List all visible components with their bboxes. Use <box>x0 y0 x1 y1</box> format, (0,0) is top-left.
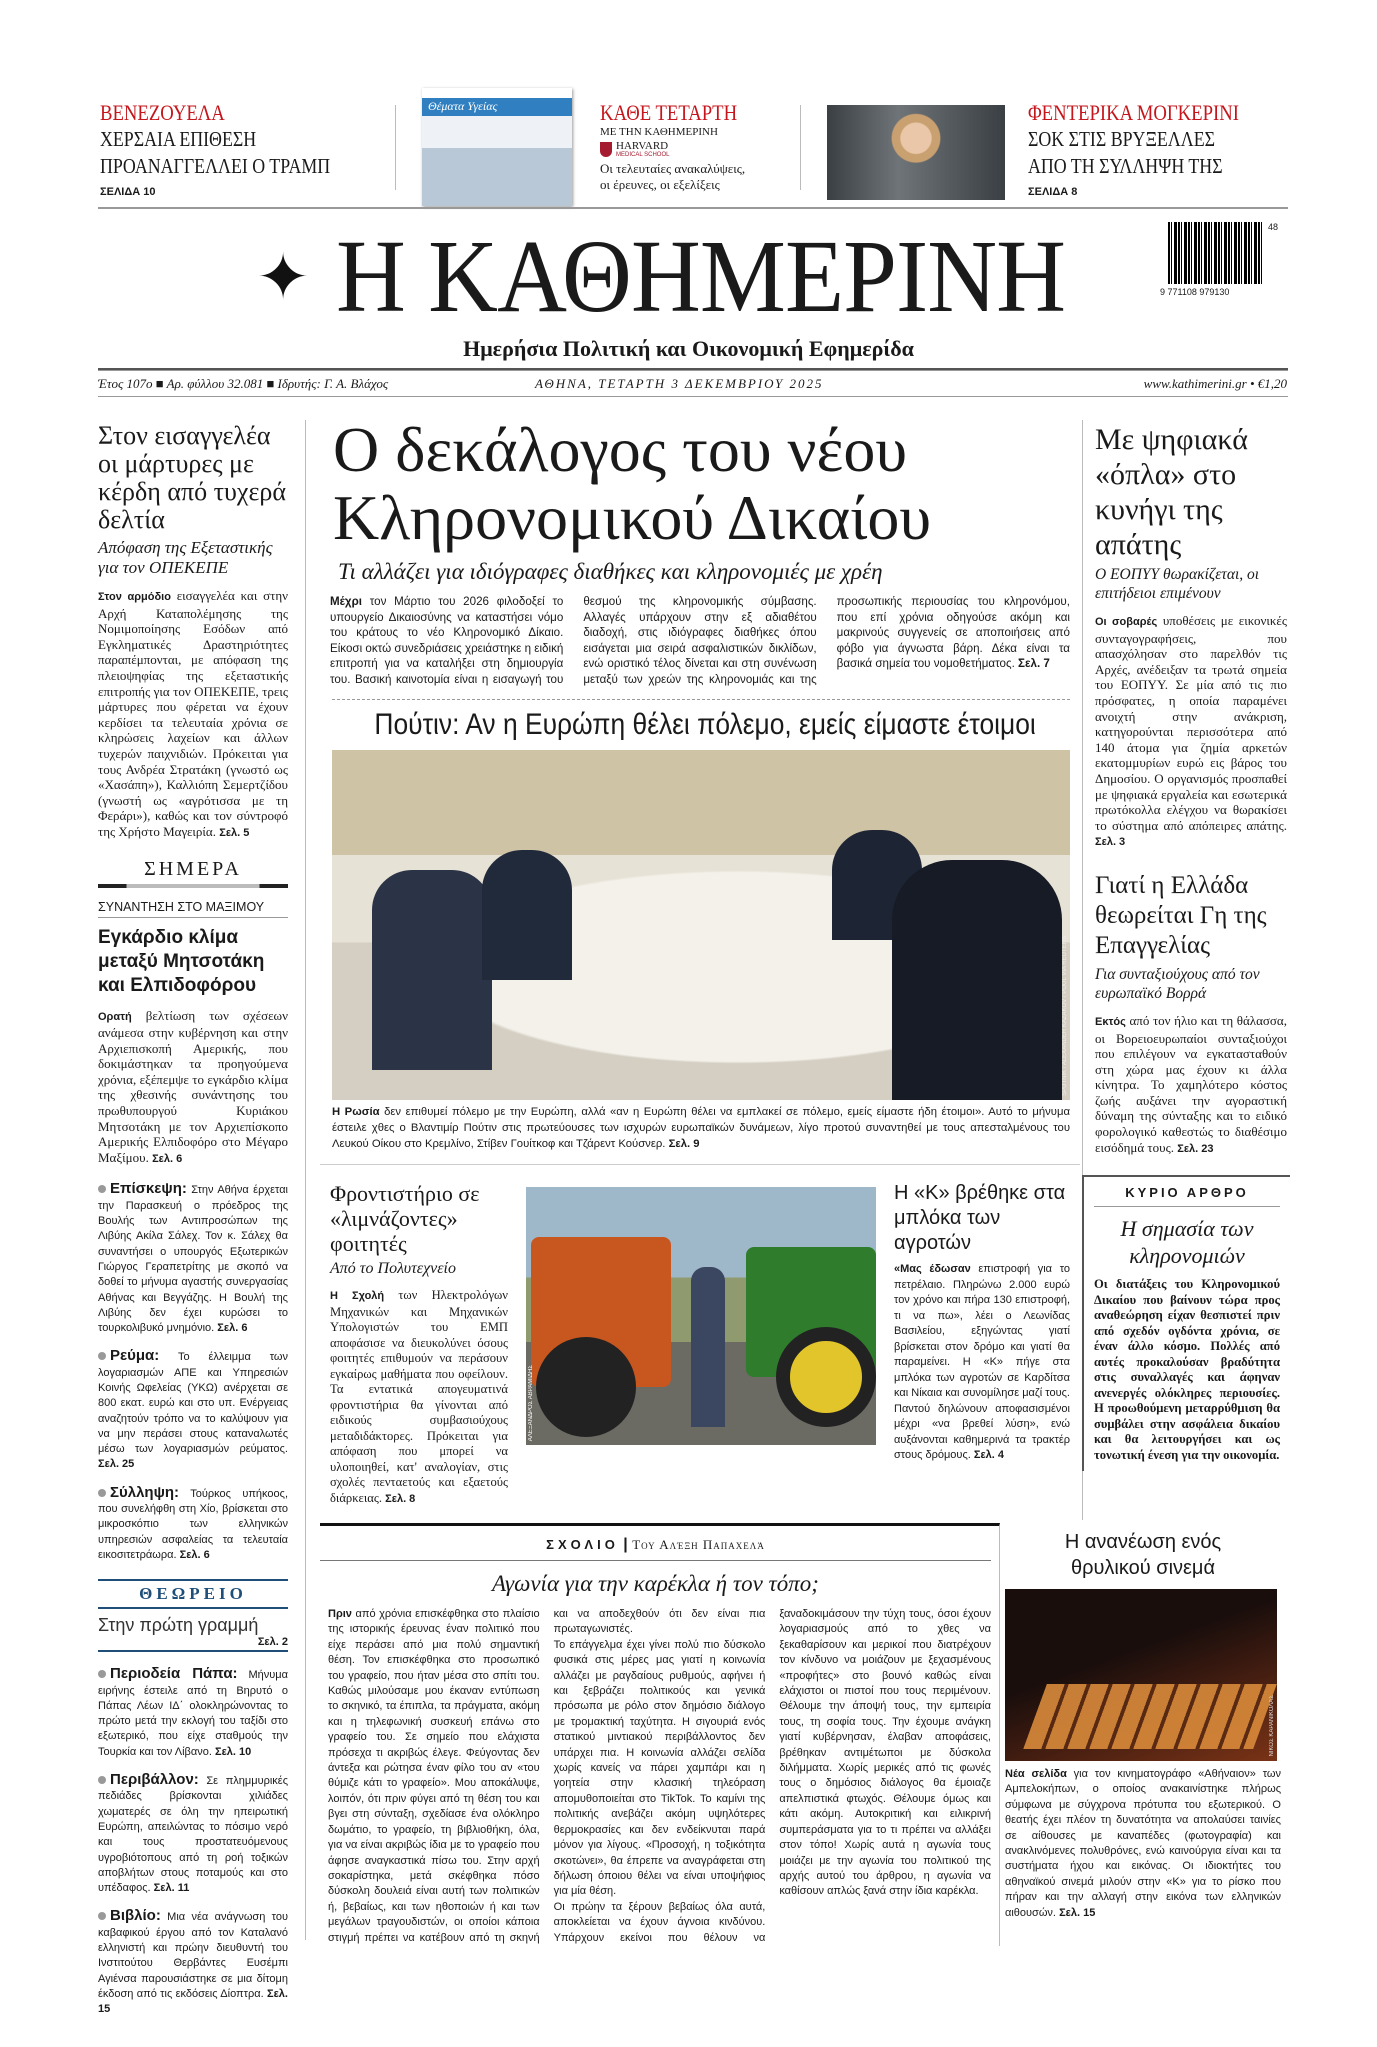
teaser-kicker: ΒΕΝΕΖΟΥΕΛΑ <box>100 100 225 125</box>
photo-credit: SPUTNIK / ALEXANDER KAZAKOV / POOL VIA REUTERS <box>1062 936 1068 1096</box>
website-price: www.kathimerini.gr • €1,20 <box>1143 376 1287 391</box>
supplement-cover-image[interactable] <box>422 88 572 206</box>
scholio-section <box>320 1523 1000 1946</box>
griffin-logo-icon: ✦ <box>256 241 310 313</box>
teaser-page: ΣΕΛΙΔΑ 10 <box>100 186 156 198</box>
barcode-issue: 48 <box>1268 222 1279 232</box>
article-body: Στον αρμόδιο εισαγγελέα και στην Αρχή Καταπολέμησης της Νομιμοποίησης Εσόδων από Εγκληματικές Δραστηριότητες παραπέμπονται, με απόφαση της πλειοψηφίας της εξεταστικής επιτροπής για τον ΟΠΕΚΕΠΕ, τρεις μάρτυρες που φέρεται να έχουν κερδίσει τα τελευταία χρόνια σε κληρώσεις λαχείων και άλλων τυχερών παιχνιδιών. Πρόκειται για τους Ανδρέα Στρατάκη (γνωστό ως «Χασάπη»), Καλλιόπη Σεμερτζίδου (γνωστή ως «αγρότισσα με τη Φεράρι»), καθώς και τον σύντροφό της Χρήστο Μαγειρία. Σελ. 5 <box>98 588 289 839</box>
editorial-body: Οι διατάξεις του Κληρονομικού Δικαίου που βαίνουν τώρα προς αναθεώρηση είχαν θεσπιστεί πριν από σχεδόν ογδόντα χρόνια, σε έναν άλλο κόσμο. Πολλές από αυτές προκαλούσαν βραδύτητα στις συναλλαγές και άφηναν ανενεργές ολόκληρες περιουσίες. Η προωθούμενη μεταρρύθμιση θα συμβάλει στην ασφάλεια δικαίου και θα λειτουργήσει και ως τονωτική ένεση για την οικονομία. <box>1094 1277 1280 1462</box>
article-retirees[interactable] <box>1095 871 1287 1157</box>
subheadline: Ο ΕΟΠΥΥ θωρακίζεται, οι επιτήδειοι επιμένουν <box>1095 566 1260 602</box>
section-label: ΣΗΜΕΡΑ <box>144 857 242 880</box>
bullet-icon <box>98 1776 106 1784</box>
article-body: Ορατή βελτίωση των σχέσεων ανάμεσα στην κυβέρνηση και στην Αρχιεπισκοπή Αμερικής, που δοκιμάστηκαν τα προηγούμενα χρόνια, εξέπεμψε το εγκάρδιο κλίμα της χθεσινής συνάντησης του πρωθυπουργού Κυριάκου Μητσοτάκη με τον Αρχιεπίσκοπο Αμερικής Ελπιδοφόρο στο Μέγαρο Μαξίμου. Σελ. 6 <box>98 1007 288 1165</box>
teaser-line: ΑΠΟ ΤΗ ΣΥΛΛΗΨΗ ΤΗΣ <box>1028 154 1223 178</box>
editorial-box[interactable] <box>1082 1175 1290 1471</box>
headline: Με ψηφιακά «όπλα» στο κυνήγι της απάτης <box>1095 423 1248 561</box>
article-mitsotakis[interactable] <box>98 900 288 1168</box>
masthead-subtitle: Ημερήσια Πολιτική και Οικονομική Εφημερίδα <box>463 336 914 361</box>
kremlin-meeting-photo[interactable] <box>332 750 1070 1100</box>
brief-item[interactable]: Σύλληψη: Τούρκος υπήκοος, που συνελήφθη στη Χίο, βρίσκεται στο μικροσκόπιο των ελληνικών υπηρεσιών ασφαλείας τα τελευταία εικοσιτετράωρα. Σελ. 6 <box>98 1483 288 1561</box>
brief-item[interactable]: Ρεύμα: Το έλλειμμα των λογαριασμών ΑΠΕ και Υπηρεσιών Κοινής Ωφελείας (ΥΚΩ) ανέρχεται σε 800 εκατ. ευρώ και στο υπ. Ενέργειας αναζητούν τρόπο να το καλύψουν για να μην περάσει στους καταναλωτές μέσω των λογαριασμών ρεύματος. Σελ. 25 <box>98 1347 288 1471</box>
brief-item[interactable]: Βιβλίο: Μια νέα ανάγνωση του καβαφικού έργου από τον Καταλανό ελληνιστή και πρώην διευθυντή του Ινστιτούτου Θερβάντες Ευσέμπι Αγιένσα παρουσιάστηκε σε μια δίτομη έκδοση από τις εκδόσεις Δίοπτρα. Σελ. 15 <box>98 1907 288 2016</box>
article-opekepe[interactable] <box>98 422 288 842</box>
teaser-harvard[interactable] <box>600 100 800 193</box>
mogherini-photo <box>827 105 1005 200</box>
editorial-title: Η σημασία των κληρονομιών <box>1120 1216 1254 1269</box>
supplement-title: Θέματα Υγείας <box>428 99 498 113</box>
article-farmers[interactable] <box>894 1181 1070 1464</box>
brief-item[interactable]: Περιοδεία Πάπα: Μήνυμα ειρήνης έστειλε από τη Βηρυτό ο Πάπας Λέων ΙΔ΄ ολοκληρώνοντας το πρώτο μετά την εκλογή του ταξίδι στο εξωτερικό, που είχε σταθμούς την Τουρκία και τον Λίβανο. Σελ. 10 <box>98 1665 288 1758</box>
teaser-kicker: ΚΑΘΕ ΤΕΤΑΡΤΗ <box>600 100 738 125</box>
subheadline: Για συνταξιούχους από τον ευρωπαϊκό Βορρά <box>1095 965 1260 1002</box>
issue-info: Έτος 107ο ■ Αρ. φύλλου 32.081 ■ Ιδρυτής: Γ. Α. Βλάχος <box>98 376 389 391</box>
barcode-number: 9 771108 979130 <box>1160 287 1230 297</box>
editorial-label: ΚΥΡΙΟ ΑΡΘΡΟ <box>1094 1185 1280 1207</box>
bullet-icon <box>98 1185 106 1193</box>
main-story[interactable] <box>330 416 1070 687</box>
putin-caption: Η Ρωσία δεν επιθυμεί πόλεμο με την Ευρώπη, αλλά «αν η Ευρώπη θέλει να εμπλακεί σε πόλεμο, εμείς είμαστε ήδη έτοιμοι». Αυτό το μήνυμα έστειλε χθες ο Βλαντιμίρ Πούτιν στις πρωτεύουσες των ισχυρών ευρωπαϊκών δυνάμεων, λίγο προτού συναντηθεί με τους απεσταλμένους του Λευκού Οίκου στο Κρεμλίνο, Στίβεν Γουίτκοφ και Τζάρεντ Κούσνερ. Σελ. 9 <box>332 1106 1070 1150</box>
brief-item[interactable]: Επίσκεψη: Στην Αθήνα έρχεται την Παρασκευή ο πρόεδρος της Βουλής των Αντιπροσώπων της Λιβύης Ακίλα Σάλεχ. Τον κ. Σάλεχ θα συναντήσει ο υπουργός Εξωτερικών Γιώργος Γεραπετρίτης με σκοπό να δοθεί το μήνυμα αγαστής συνεργασίας Αθήνας και Βεγγάζης. Η Βουλή της Λιβύης δεν έχει κυρώσει το τουρκολιβυκό μνημόνιο. Σελ. 6 <box>98 1180 288 1335</box>
headline: Γιατί η Ελλάδα θεωρείται Γη της Επαγγελίας <box>1095 871 1267 959</box>
issue-date: ΑΘΗΝΑ, ΤΕΤΑΡΤΗ 3 ΔΕΚΕΜΒΡΙΟΥ 2025 <box>535 376 824 391</box>
news-briefs-2 <box>98 1666 288 2029</box>
harvard-logo: HARVARD <box>616 140 669 152</box>
headline: Η «Κ» βρέθηκε στα μπλόκα των αγροτών <box>894 1182 1066 1254</box>
brief-item[interactable]: Περιβάλλον: Σε πλημμυρικές πεδιάδες βρίσκονται χιλιάδες χωματερές σε όλη την ηπειρωτική Ευρώπη, απειλώντας το πόσιμο νερό και τους προστατευόμενους υγροβιότοπους από τη ροή τοξικών αποβλήτων στους ποταμούς και στο υπέδαφος. Σελ. 11 <box>98 1771 288 1895</box>
bullet-icon <box>98 1489 106 1497</box>
cinema-title: Η ανανέωση ενός θρυλικού σινεμά <box>1064 1531 1222 1579</box>
lower-row <box>330 1181 1070 1507</box>
center-column <box>330 416 1070 1946</box>
teaser-page: ΣΕΛΙΔΑ 8 <box>1028 186 1078 198</box>
scholio-title[interactable]: Αγωνία για την καρέκλα ή τον τόπο; <box>492 1571 819 1596</box>
main-body: Μέχρι τον Μάρτιο του 2026 φιλοδοξεί το υπουργείο Δικαιοσύνης να καταστήσει νόμο του κράτους το νέο Κληρονομικό Δίκαιο. Είκοσι οκτώ συνεδριάσεις χρειάστηκε η ειδική επιτροπή για να καταλήξει στη δημιουργία του. Βασική καινοτομία είναι η εισαγωγή του θεσμού της κληρονομικής σύμβασης. Αλλαγές υπάρχουν στην εξ αδιαθέτου διαδοχή, στις ιδιόγραφες διαθήκες όπου εισάγεται μια σειρά ασφαλιστικών δικλίδων, ενώ οριστικό τέλος δίνεται και στη συνένωση μεταξύ των χρεών της κληρονομιάς και της προσωπικής περιουσίας του κληρονόμου, που επί χρόνια οδηγούσε ακόμη και μακρινούς συγγενείς σε αποποιήσεις από φόβο για άγνωστα βάρη. Δέκα είναι τα βασικά σημεία του νομοθετήματος. Σελ. 7 <box>330 595 1070 686</box>
scholio-body: Πριν από χρόνια επισκέφθηκα στο πλαίσιο της ιστορικής έρευνας έναν πολιτικό που είχε περάσει από μια πολύ σημαντική θέση. Τον επισκέφθηκα στο προσωπικό του γραφείο, που ήταν μέσα στο σπίτι του. Καθώς μιλούσαμε μου έκαναν εντύπωση το σκηνικό, τα έπιπλα, τα πράγματα, ακόμη και η τηλεφωνική συσκευή επάνω στο γραφείο του. Σε σημείο που ελάχιστα πρόσεχα τι ακριβώς έλεγε. Φεύγοντας δεν άντεξα και ρώτησα έναν φίλο του αν «του θύμιζε κάτι το γραφείο». Μου αποκάλυψε, λοιπόν, ότι πριν φύγει από τη θέση του και βγει στη σύνταξη, σχεδίασε ένα ολόκληρο δωμάτιο, το γραφείο, τη βιβλιοθήκη, όλα, για να είναι ακριβώς ίδια με το γραφείο που άφησε αναγκαστικά πίσω του. Στην αρχή σοκαρίστηκα, μετά σκέφθηκα πόσο δύσκολη δουλειά είναι αυτή των πολιτικών ή, βεβαίως, και των ηθοποιών ή και των μεγάλων τραγουδιστών, οι οποίοι κάποια στιγμή πρέπει να κατέβουν από τη σκηνή και να αποδεχθούν ότι δεν είναι πια πρωταγωνιστές. Το επάγγελμα έχει γίνει πολύ πιο δύσκολο φυσικά στις μέρες μας γιατί η κοινωνία αλλάζει με ραγδαίους ρυθμούς, αφήνει ή και ξεβράζει πολιτικούς και γενικά πρόσωπα με ρόλο στον δημόσιο διάλογο με τρομακτική ταχύτητα. Η σιγουριά ενός στατικού μιντιακού περιβάλλοντος δεν υπάρχει πια. Η κοινωνία αλλάζει σελίδα χωρίς κανείς να πάρει χαμπάρι και η γοητεία στην κλασική τηλεόραση απομυθοποιείται στο TikTok. Το καμίνι της πολιτικής ανεβάζει ακόμη υψηλότερες θερμοκρασίες και δεν ενδείκνυται παρά μόνον για λίγους. «Προσοχή, η τοξικότητα σκοτώνει», θα έπρεπε να αναγράφεται στη δήλωση όποιου θέλει να είναι υποψήφιος για μία θέση. Οι πρώην τα ξέρουν βεβαίως όλα αυτά, αποκλείεται να έχουν άγνοια κινδύνου. Υπάρχουν εκείνοι που θέλουν να ξαναδοκιμάσουν την τύχη τους, όσοι έχουν λογαριασμούς από το χθες να ξεκαθαρίσουν και μερικοί που διατρέχουν τον κίνδυνο να μοιάζουν με ξεχασμένους «προφήτες» στο βουνό καθώς είναι ελάχιστοι οι πιστοί που τους περιμένουν. Θέλουμε την άποψή τους, την εμπειρία τους, τη σοφία τους. Την έχουμε ανάγκη γιατί κυβέρνησαν, έλαβαν αποφάσεις, βρέθηκαν αντιμέτωποι με δύσκολα διλήμματα. Χωρίς μερικές από τις φωνές τους ο δημόσιος διάλογος θα έμοιαζε απελπιστικά φτωχός. Θέλουμε όμως και κάτι ακόμη. Αυτοκριτική και ειλικρινή συμπεράσματα για το τι πρέπει να αλλάξει στον τόπο! Χωρίς αυτά η αγωνία τους μοιάζει με την αγωνία του πολιτικού της αρχής αυτού του άρθρου, η αγωνία να καθίσουν απλώς ξανά στην ίδια καρέκλα. <box>328 1608 991 1944</box>
headline: Εγκάρδιο κλίμα μεταξύ Μητσοτάκη και Ελπιδοφόρου <box>98 926 265 996</box>
bullet-icon <box>98 1670 106 1678</box>
photo-credit: ΑΛΕΞΑΝΔΡΟΣ ΑΒΡΑΜΙΔΗΣ <box>528 1364 534 1441</box>
barcode <box>1168 222 1264 284</box>
subheadline: Απόφαση της Εξεταστικής για τον ΟΠΕΚΕΠΕ <box>98 538 273 577</box>
teaser-line: ΣΟΚ ΣΤΙΣ ΒΡΥΞΕΛΛΕΣ <box>1028 127 1216 151</box>
article-cinema[interactable] <box>1005 1529 1281 1921</box>
main-subheadline: Τι αλλάζει για ιδιόγραφες διαθήκες και κληρονομιές με χρέη <box>338 559 883 584</box>
article-body: Εκτός από τον ήλιο και τη θάλασσα, οι Βορειοευρωπαίοι συνταξιούχοι που επιλέγουν να εγκατασταθούν στη χώρα μας έχουν κι άλλα κίνητρα. Το χαμηλότερο κόστος ζωής αυξάνει την αγοραστική δύναμη της σύνταξης και το ειδικό φορολογικό καθεστώς το διαθέσιμο εισόδημά τους. Σελ. 23 <box>1095 1012 1287 1155</box>
headline: Στον εισαγγελέα οι μάρτυρες με κέρδη από τυχερά δελτία <box>98 421 286 534</box>
harvard-logo-sub: MEDICAL SCHOOL <box>616 152 670 158</box>
article-eopyy[interactable] <box>1095 422 1287 851</box>
article-polytechnic[interactable] <box>330 1181 508 1507</box>
section-label: ΘΕΩΡΕΙΟ <box>139 1584 247 1604</box>
headline: Φροντιστήριο σε «λιμνάζοντες» φοιτητές <box>330 1181 480 1256</box>
tractors-photo[interactable] <box>526 1187 876 1445</box>
putin-headline[interactable]: Πούτιν: Αν η Ευρώπη θέλει πόλεμο, εμείς είμαστε έτοιμοι <box>374 708 1036 741</box>
scholio-label: ΣΧΟΛΙΟ <box>546 1537 619 1552</box>
bullet-icon <box>98 1352 106 1360</box>
today-section <box>98 858 288 888</box>
teaser-line: ΜΕ ΤΗΝ ΚΑΘΗΜΕΡΙΝΗ <box>600 126 718 138</box>
article-body: Οι σοβαρές υποθέσεις με εικονικές συνταγογραφήσεις, που απασχόλησαν στο παρελθόν τις Αρχές, ανέδειξαν τα τρωτά σημεία του ΕΟΠΥΥ. Σε μία από τις πιο πρόσφατες, η οποία παραμένει ανοιχτή στην ανάκριση, κατηγορούνται περισσότερα από 140 άτομα για ζημία αρκετών εκατομμυρίων ευρώ εις βάρος του Δημοσίου. Ο οργανισμός προσπαθεί με ψηφιακά εργαλεία και εσωτερικά πρωτόκολλα ελέγχου να θωρακίσει το σύστημα από απόπειρες απάτης. Σελ. 3 <box>1095 613 1287 849</box>
news-briefs <box>98 1181 288 1575</box>
left-column <box>98 422 288 2030</box>
cinema-body: Νέα σελίδα για τον κινηματογράφο «Αθήναιον» των Αμπελοκήπων, ο οποίος ανακαινίστηκε πλήρως σύμφωνα με σύγχρονα πρότυπα του εξωτερικού. Ο θεατής έχει πλέον τη δυνατότητα να απολαύσει ταινίες σε αίθουσες με καναπέδες (φωτογραφία) και ανακλινόμενες πολυθρόνες, ενώ καινούργια είναι και τα συστήματα ήχου και εικόνας. Οι ιδιοκτήτες του αθηναϊκού σινεμά μιλούν στην «Κ» για το ρίσκο που πήραν και την αλλαγή στην εικόνα των ελληνικών αιθουσών. Σελ. 15 <box>1005 1768 1281 1919</box>
teaser-line: ΠΡΟΑΝΑΓΓΕΛΛΕΙ Ο ΤΡΑΜΠ <box>100 154 331 178</box>
article-body: «Μας έδωσαν επιστροφή για το πετρέλαιο. Πληρώνω 2.000 ευρώ τον χρόνο και πήρα 130 επιστροφή, τι να πω», λέει ο Λεωνίδας Βασιλείου, εξηγώντας γιατί βρίσκεται στον δρόμο και γιατί θα παραμείνει. Η «Κ» πήγε στα μπλόκα των αγροτών σε Καρδίτσα και Νίκαια και συνομίλησε μαζί τους. Παντού δηλώνουν αποφασισμένοι μέχρι «να βρεθεί λύση», ενώ αυξάνονται καθημερινά τα τρακτέρ στους δρόμους. Σελ. 4 <box>894 1263 1070 1461</box>
kicker: ΣΥΝΑΝΤΗΣΗ ΣΤΟ ΜΑΞΙΜΟΥ <box>98 900 288 918</box>
theoreio-title: Στην πρώτη γραμμή <box>98 1615 259 1636</box>
teaser-line: ΧΕΡΣΑΙΑ ΕΠΙΘΕΣΗ <box>100 127 257 151</box>
scholio-author: Του Αλέξη Παπαχελά <box>632 1537 765 1552</box>
article-body: Η Σχολή των Ηλεκτρολόγων Μηχανικών και Μηχανικών Υπολογιστών του ΕΜΠ αποφάσισε να διευκολύνει όσους φοιτητές επιθυμούν να περάσουν εγκαίρως μαθήματα που οφείλουν. Τα εντατικά απογευματινά φροντιστήρια θα γίνονται από ειδικούς συμβασιούχους μεταδιδάκτορες. Πρόκειται για απόφαση που μπορεί να υλοποιηθεί, κατ' αναλογίαν, στις σχολές πενταετούς και εξαετούς διάρκειας. Σελ. 8 <box>330 1288 508 1505</box>
main-headline: Ο δεκάλογος του νέου Κληρονομικού Δικαίου <box>333 414 932 553</box>
teaser-line: Οι τελευταίες ανακαλύψεις, <box>600 161 746 176</box>
masthead-title[interactable]: Η ΚΑΘΗΜΕΡΙΝΗ <box>336 219 1066 334</box>
photo-credit: ΝΙΚΟΣ ΚΑΡΑΝΙΚΟΛΑΣ <box>1269 1695 1275 1757</box>
cinema-photo[interactable] <box>1005 1589 1277 1761</box>
theoreio-section[interactable] <box>98 1579 288 1652</box>
harvard-shield-icon <box>600 142 612 157</box>
teaser-kicker: ΦΕΝΤΕΡΙΚΑ ΜΟΓΚΕΡΙΝΙ <box>1028 100 1239 125</box>
teaser-mogherini[interactable] <box>1028 100 1288 198</box>
bullet-icon <box>98 1912 106 1920</box>
subheadline: Από το Πολυτεχνείο <box>330 1260 456 1277</box>
theoreio-page: Σελ. 2 <box>257 1636 288 1649</box>
teaser-venezuela[interactable] <box>100 100 390 198</box>
scholio-header: ΣΧΟΛΙΟ | Του Αλέξη Παπαχελά <box>320 1526 991 1561</box>
right-column <box>1095 422 1287 1471</box>
teaser-line: οι έρευνες, οι εξελίξεις <box>600 177 720 192</box>
